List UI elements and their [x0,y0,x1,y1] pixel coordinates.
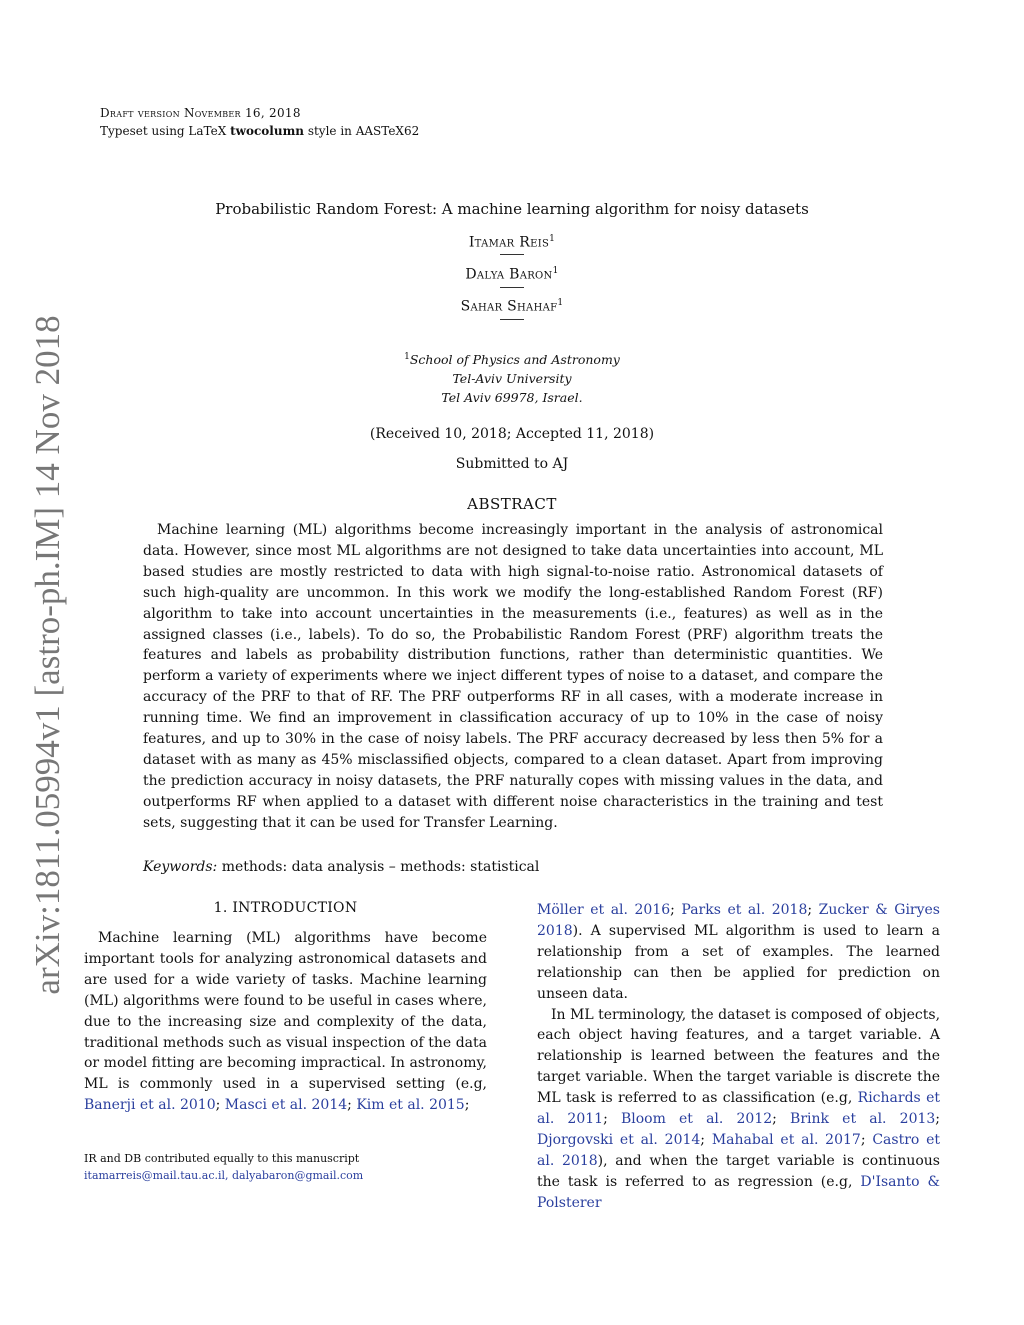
citation-link[interactable]: Bloom et al. 2012 [620,1111,773,1128]
intro-paragraph-1: Machine learning (ML) algorithms have become important tools for analyzing astronomical datasets and are used for a wide variety of tasks. Machine learning (ML) algorithms were found to be useful in cases where, due to the increasing size and complexity of the data, traditional methods such as visual inspection of the data or model fitting are becoming impractical. In astronomy, ML is commonly used in a supervised setting (e.g, Banerji et al. 2010; Masci et al. 2014; Kim et al. 2015; [84,930,487,1114]
citation-link[interactable]: Castro et al. 2018 [537,1131,941,1169]
typeset-style: twocolumn [230,124,304,138]
preprint-header [100,104,419,140]
citation-link[interactable]: D'Isanto & Polsterer [537,1173,941,1211]
arxiv-stamp: arXiv:1811.05994v1 [astro-ph.IM] 14 Nov 2018 [28,315,67,995]
paper-title: Probabilistic Random Forest: A machine learning algorithm for noisy datasets [215,200,809,218]
draft-version: Draft version November 16, 2018 [100,106,301,120]
submitted-to: Submitted to AJ [455,456,569,472]
author-1: Itamar Reis$^1$ [468,234,556,251]
citation-link[interactable]: Kim et al. 2015 [356,1097,465,1114]
citation-link[interactable]: Zucker & Giryes 2018 [537,902,940,939]
received-dates: (Received 10, 2018; Accepted 11, 2018) [369,426,655,442]
abstract-heading: ABSTRACT [467,495,557,513]
citation-link[interactable]: Banerji et al. 2010 [84,1097,216,1114]
author-separator [500,287,524,288]
citation-link[interactable]: Möller et al. 2016 [537,902,671,918]
section-heading-introduction: 1. INTRODUCTION [213,900,358,916]
author-2: Dalya Baron$^1$ [465,266,559,283]
footnotes [84,1150,363,1184]
author-emails[interactable]: itamarreis@mail.tau.ac.il, dalyabaron@gmail.com [84,1169,364,1182]
author-separator [500,254,524,255]
citation-link[interactable]: Brink et al. 2013 [790,1111,936,1128]
contribution-note: IR and DB contributed equally to this manuscript [84,1152,360,1165]
abstract-text: Machine learning (ML) algorithms become increasingly important in the analysis of astronomical data. However, since most ML algorithms are not designed to take data uncertainties into account, ML based studies are mostly restricted to data with high signal-to-noise ratio. Astronomical datasets of such high-quality are uncommon. In this work we modify the long-established Random Forest (RF) algorithm to take into account uncertainties in the measurements (i.e., features) as well as in the assigned classes (i.e., labels). To do so, the Probabilistic Random Forest (PRF) algorithm treats the features and labels as probability distribution functions, rather than deterministic quantities. We perform a variety of experiments where we inject different types of noise to a dataset, and compare the accuracy of the PRF to that of RF. The PRF outperforms RF in all cases, with a moderate increase in running time. We find an improvement in classification accuracy of up to 10% in the case of noisy features, and up to 30% in the case of noisy labels. The PRF accuracy decreased by less then 5% for a dataset with as many as 45% misclassified objects, compared to a clean dataset. Apart from improving the prediction accuracy in noisy datasets, the PRF naturally copes with missing values in the data, and outperforms RF when applied to a dataset with different noise characteristics in the training and test sets, suggesting that it can be used for Transfer Learning. [143,522,883,831]
intro-paragraph-2: In ML terminology, the dataset is composed of objects, each object having features, and a target variable. A relationship is learned between the features and the target variable. When the target variable is discrete the ML task is referred to as classification (e.g, Richards et al. 2011; Bloom et al. 2012; Brink et al. 2013; Djorgovski et al. 2014; Mahabal et al. 2017; Castro et al. 2018), and when the target variable is continuous the task is referred to as regression (e.g, D'Isanto & Polsterer [537,1006,941,1211]
right-column [537,900,940,1214]
latex-logo: LaTeX [188,124,227,138]
citation-link[interactable]: Parks et al. 2018 [681,902,808,918]
citation-link[interactable]: Djorgovski et al. 2014 [537,1131,701,1148]
typeset-line: Typeset using LaTeX twocolumn style in AASTeX62 [100,124,420,138]
citation-link[interactable]: Richards et al. 2011 [537,1090,940,1128]
author-3: Sahar Shahaf$^1$ [460,298,564,315]
keywords: Keywords: methods: data analysis – methods: statistical [143,859,540,875]
author-separator [500,319,524,320]
affiliation: $^1$School of Physics and Astronomy Tel-Aviv University Tel Aviv 69978, Israel. [404,352,620,406]
intro-paragraph-1-continued: Möller et al. 2016; Parks et al. 2018; Zucker & Giryes 2018). A supervised ML algorithm is used to learn a relationship from a set of examples. The learned relationship can then be applied for prediction on unseen data. [537,902,940,1002]
citation-link[interactable]: Masci et al. 2014 [224,1097,348,1114]
citation-link[interactable]: Mahabal et al. 2017 [711,1131,861,1148]
left-column [84,928,487,1116]
